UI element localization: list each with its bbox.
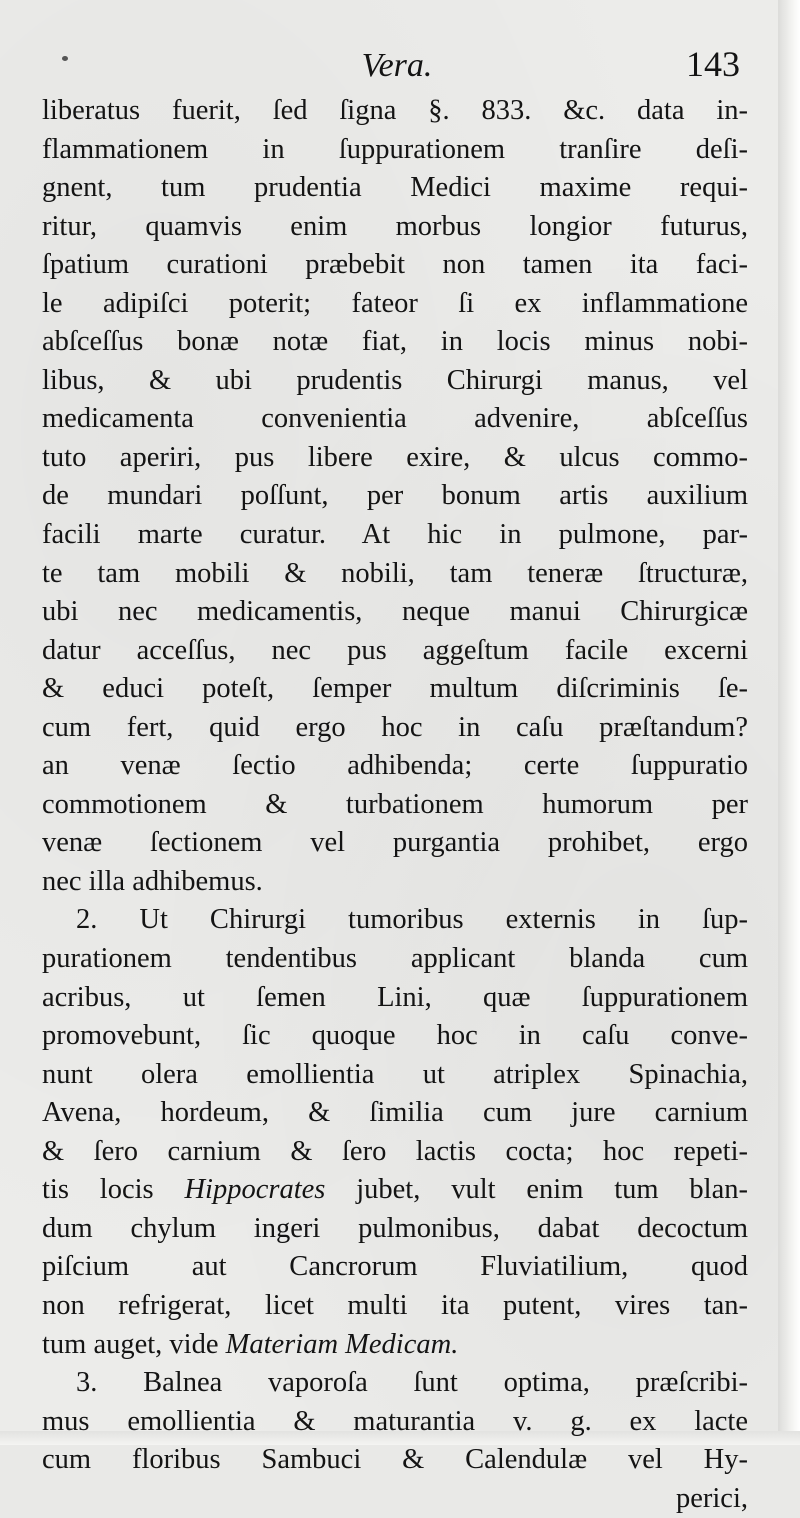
text-line <box>42 516 748 555</box>
body-text <box>42 92 748 1518</box>
text-line <box>42 1056 748 1095</box>
text-run: liberatus fuerit, ſed ſigna §. 833. &c. data in- <box>42 95 748 126</box>
text-run: nec illa adhibemus. <box>42 865 263 897</box>
text-line <box>42 169 748 208</box>
text-run: tuto aperiri, pus libere exire, & ulcus commo- <box>42 441 748 473</box>
text-line <box>42 323 748 362</box>
text-run: & ſero carnium & ſero lactis cocta; hoc repeti- <box>42 1135 748 1167</box>
text-run: te tam mobili & nobili, tam teneræ ſtructuræ, <box>42 557 748 589</box>
text-line <box>42 400 748 439</box>
text-line <box>42 1210 748 1249</box>
page-edge-shadow <box>778 0 800 1445</box>
text-run: flammationem in ſuppurationem tranſire deſi- <box>42 133 748 165</box>
text-line <box>42 1171 748 1210</box>
text-run: mus emollientia & maturantia v. g. ex lacte <box>42 1405 748 1437</box>
text-line <box>42 747 748 786</box>
text-line <box>42 1403 748 1442</box>
text-run: libus, & ubi prudentis Chirurgi manus, vel <box>42 364 748 396</box>
text-line <box>42 1248 748 1287</box>
text-run: Avena, hordeum, & ſimilia cum jure carnium <box>42 1097 748 1129</box>
text-run: cum fert, quid ergo hoc in caſu præſtandum? <box>42 711 748 743</box>
italic-text-run: Materiam Medicam. <box>225 1328 459 1360</box>
text-line <box>42 901 748 940</box>
text-line <box>42 208 748 247</box>
text-line <box>42 1441 748 1480</box>
text-line <box>42 709 748 748</box>
text-line <box>42 285 748 324</box>
text-line <box>42 477 748 516</box>
text-run: ritur, quamvis enim morbus longior futurus, <box>42 210 748 242</box>
text-run: tum auget, vide <box>42 1328 226 1360</box>
text-line <box>42 1287 748 1326</box>
text-run: nunt olera emollientia ut atriplex Spinachia, <box>42 1058 748 1090</box>
text-run: an venæ ſectio adhibenda; certe ſuppuratio <box>42 750 748 782</box>
text-line <box>42 555 748 594</box>
text-run: cum floribus Sambuci & Calendulæ vel Hy- <box>42 1444 748 1476</box>
page-header <box>52 42 742 92</box>
text-line <box>42 824 748 863</box>
text-run: facili marte curatur. At hic in pulmone, par- <box>42 519 748 551</box>
text-run: & educi poteſt, ſemper multum diſcriminis ſe- <box>42 673 748 705</box>
text-run: non refrigerat, licet multi ita putent, vires tan- <box>42 1289 748 1321</box>
text-run: dum chylum ingeri pulmonibus, dabat decoctum <box>42 1212 748 1244</box>
text-run: purationem tendentibus applicant blanda cum <box>42 943 748 975</box>
text-run: le adipiſci poterit; fateor ſi ex inflammatione <box>42 287 748 319</box>
text-line <box>42 1017 748 1056</box>
text-run: 2. Ut Chirurgi tumoribus externis in ſup- <box>76 904 748 936</box>
page-number: 143 <box>686 44 740 84</box>
text-line <box>42 632 748 671</box>
text-line <box>42 92 748 131</box>
text-run: datur acceſſus, nec pus aggeſtum facile excerni <box>42 634 748 666</box>
text-run: ubi nec medicamentis, neque manui Chirurgicæ <box>42 596 748 628</box>
text-line <box>42 246 748 285</box>
text-run: acribus, ut ſemen Lini, quæ ſuppurationem <box>42 981 748 1013</box>
text-run: piſcium aut Cancrorum Fluviatilium, quod <box>42 1251 748 1283</box>
text-line <box>42 940 748 979</box>
text-run: commotionem & turbationem humorum per <box>42 788 748 820</box>
text-line <box>42 362 748 401</box>
text-line <box>42 1480 748 1518</box>
text-line <box>42 863 748 902</box>
running-head: Vera. <box>361 47 433 84</box>
text-line <box>42 1133 748 1172</box>
text-run: perici, <box>675 1482 748 1514</box>
italic-text-run: Hippocrates <box>184 1174 326 1206</box>
text-line <box>42 593 748 632</box>
text-line <box>42 131 748 170</box>
text-run: abſceſſus bonæ notæ fiat, in locis minus nobi- <box>42 326 748 358</box>
text-line <box>42 1326 748 1365</box>
text-run: gnent, tum prudentia Medici maxime requi- <box>42 172 748 204</box>
text-run: ſpatium curationi præbebit non tamen ita faci- <box>42 249 748 281</box>
text-run: 3. Balnea vaporoſa ſunt optima, præſcribi- <box>76 1367 748 1399</box>
text-line <box>42 439 748 478</box>
text-run: medicamenta convenientia advenire, abſceſſus <box>42 403 748 435</box>
text-run: tis locis <box>42 1174 185 1206</box>
text-line <box>42 786 748 825</box>
text-run: de mundari poſſunt, per bonum artis auxilium <box>42 480 748 512</box>
text-line <box>42 670 748 709</box>
text-line <box>42 1094 748 1133</box>
text-run: venæ ſectionem vel purgantia prohibet, ergo <box>42 827 748 859</box>
text-line <box>42 1364 748 1403</box>
text-run: promovebunt, ſic quoque hoc in caſu conve- <box>42 1020 748 1052</box>
text-line <box>42 979 748 1018</box>
text-run: jubet, vult enim tum blan- <box>325 1174 748 1206</box>
